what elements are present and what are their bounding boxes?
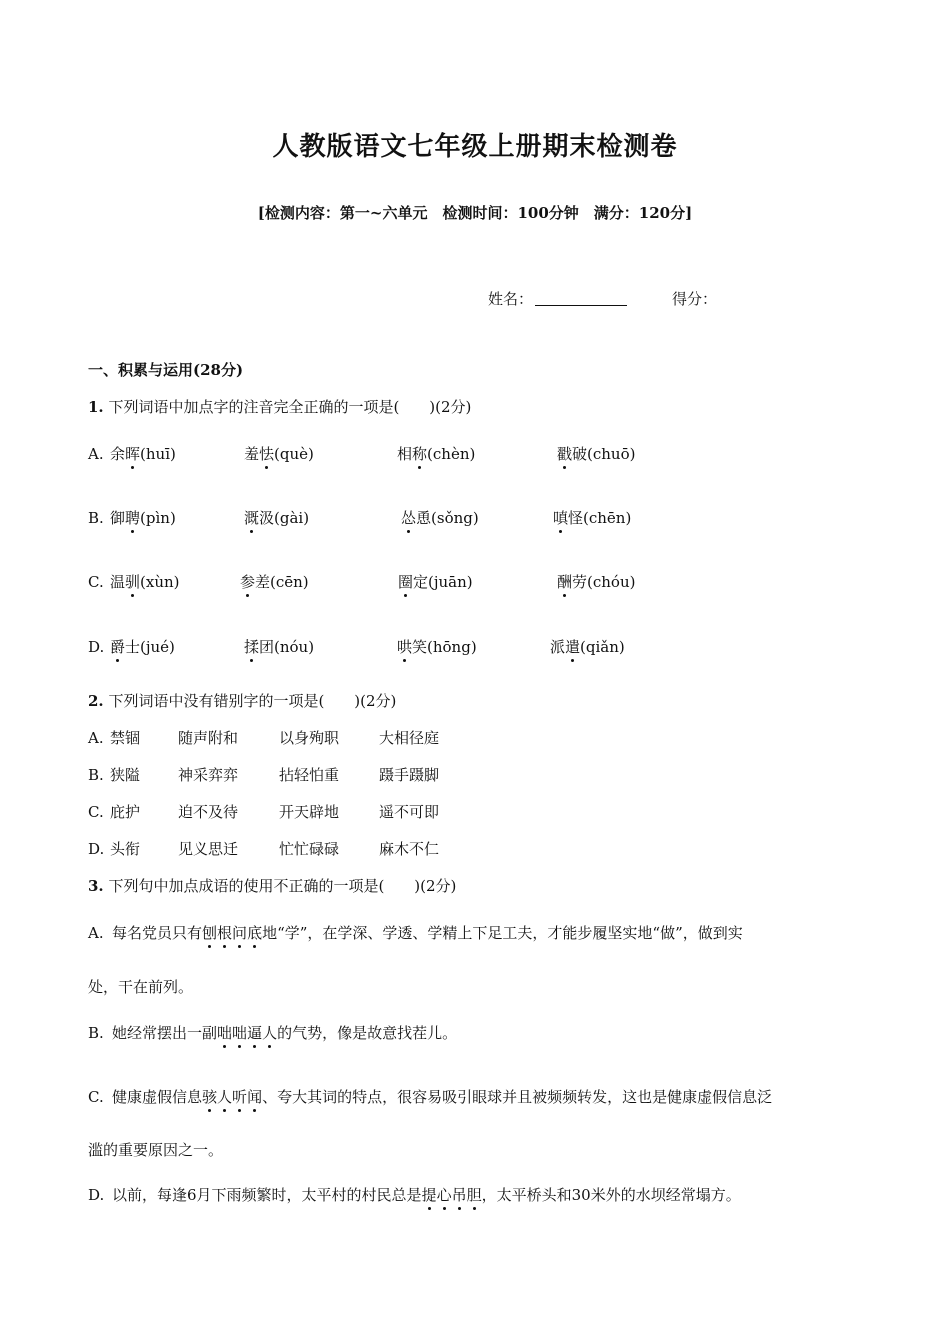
option-label: B.	[88, 509, 104, 527]
option-word: 迫不及待	[178, 803, 239, 821]
option-word	[240, 572, 309, 592]
word-text: 羞	[244, 445, 260, 463]
option-word: 头衔	[110, 840, 141, 858]
word-pinyin: (qiǎn)	[580, 638, 625, 656]
dotted-char: 骇	[202, 1088, 218, 1106]
word-pinyin: 劳(chóu)	[572, 573, 636, 591]
option-word	[553, 508, 631, 528]
word-pinyin: (xùn)	[140, 573, 180, 591]
sentence-text: 的气势，像是故意找茬儿。	[277, 1024, 458, 1042]
word-text: 相	[397, 445, 413, 463]
word-pinyin: (huī)	[140, 445, 176, 463]
sentence-text: 每名党员只有	[112, 924, 203, 942]
word-text: 派	[550, 638, 566, 656]
word-text: 温	[110, 573, 126, 591]
question-number: 3.	[88, 877, 104, 895]
word-pinyin: 破(chuō)	[572, 445, 636, 463]
option-word: 狭隘	[110, 766, 141, 784]
dotted-char: 怂	[401, 509, 417, 527]
sentence-text: 、夸大其词的特点，很容易吸引眼球并且被频频转发，这也是健康虚假信息泛	[262, 1088, 773, 1106]
sentence-text: 以前，每逢6月下雨频繁时，太平村的村民总是	[112, 1186, 422, 1204]
word-pinyin: 怪(chēn)	[568, 509, 632, 527]
option-sentence	[112, 1023, 457, 1043]
page-title: 人教版语文七年级上册期末检测卷	[272, 132, 678, 162]
question-number: 1.	[88, 398, 104, 416]
dotted-char: 根	[217, 924, 233, 942]
question-stem: 下列词语中加点字的注音完全正确的一项是( )(2分)	[108, 398, 472, 416]
name-label: 姓名：	[488, 290, 534, 308]
option-word	[244, 444, 314, 464]
dotted-char: 爵	[110, 638, 126, 656]
section-title: 一、积累与运用(28分)	[88, 361, 244, 379]
option-word	[244, 508, 309, 528]
option-label: D.	[88, 638, 105, 656]
question-3	[88, 876, 456, 896]
word-pinyin: 定(juān)	[413, 573, 473, 591]
score-label: 得分：	[672, 290, 718, 308]
question-1	[88, 397, 471, 417]
name-blank	[535, 291, 627, 306]
dotted-char: 心	[436, 1186, 452, 1204]
option-word	[397, 637, 477, 657]
dotted-char: 人	[262, 1024, 278, 1042]
word-pinyin: 汲(gài)	[259, 509, 310, 527]
option-word	[398, 572, 473, 592]
option-word: 庇护	[110, 803, 141, 821]
word-pinyin: 恿(sǒng)	[416, 509, 479, 527]
question-number: 2.	[88, 692, 104, 710]
option-word: 遥不可即	[379, 803, 440, 821]
word-pinyin: (chèn)	[427, 445, 476, 463]
option-word: 蹑手蹑脚	[379, 766, 440, 784]
dotted-char: 提	[421, 1186, 437, 1204]
option-word: 见义思迁	[178, 840, 239, 858]
option-word	[110, 508, 176, 528]
option-label: C.	[88, 1088, 104, 1106]
exam-info: [检测内容：第一~六单元 检测时间：100分钟 满分：120分]	[257, 204, 693, 222]
dotted-char: 驯	[125, 573, 141, 591]
dotted-char: 溉	[244, 509, 260, 527]
dotted-char: 嗔	[553, 509, 569, 527]
option-word: 随声附和	[178, 729, 239, 747]
question-2	[88, 691, 396, 711]
option-word	[401, 508, 479, 528]
option-word	[550, 637, 625, 657]
option-word	[110, 637, 175, 657]
sentence-continuation: 处，干在前列。	[88, 978, 194, 996]
dotted-char: 吊	[451, 1186, 467, 1204]
sentence-text: 她经常摆出一副	[112, 1024, 218, 1042]
option-word: 开天辟地	[279, 803, 340, 821]
option-word: 麻木不仁	[379, 840, 440, 858]
option-word: 神采弈弈	[178, 766, 239, 784]
option-word: 以身殉职	[279, 729, 340, 747]
dotted-char: 哄	[397, 638, 413, 656]
word-pinyin: 团(nóu)	[259, 638, 315, 656]
option-label: A.	[88, 924, 104, 942]
word-pinyin: (pìn)	[140, 509, 176, 527]
question-stem: 下列句中加点成语的使用不正确的一项是( )(2分)	[108, 877, 457, 895]
dotted-char: 咄	[217, 1024, 233, 1042]
option-word	[110, 444, 176, 464]
dotted-char: 怯	[259, 445, 275, 463]
option-label: B.	[88, 1024, 104, 1042]
dotted-char: 人	[217, 1088, 233, 1106]
dotted-char: 聘	[125, 509, 141, 527]
dotted-char: 听	[232, 1088, 248, 1106]
dotted-char: 底	[247, 924, 263, 942]
dotted-char: 逼	[247, 1024, 263, 1042]
dotted-char: 晖	[125, 445, 141, 463]
dotted-char: 揉	[244, 638, 260, 656]
dotted-char: 胆	[466, 1186, 482, 1204]
option-word	[110, 572, 180, 592]
option-word	[557, 444, 635, 464]
question-stem: 下列词语中没有错别字的一项是( )(2分)	[108, 692, 397, 710]
option-word	[397, 444, 475, 464]
sentence-text: 健康虚假信息	[112, 1088, 203, 1106]
word-text: 余	[110, 445, 126, 463]
word-pinyin: 士(jué)	[125, 638, 175, 656]
word-pinyin: (què)	[274, 445, 314, 463]
word-pinyin: 差(cēn)	[255, 573, 309, 591]
option-label: D.	[88, 1186, 105, 1204]
option-sentence	[112, 923, 743, 943]
option-word	[557, 572, 635, 592]
word-pinyin: 笑(hōng)	[412, 638, 477, 656]
dotted-char: 酬	[557, 573, 573, 591]
dotted-char: 闻	[247, 1088, 263, 1106]
option-word: 大相径庭	[379, 729, 440, 747]
dotted-char: 遣	[565, 638, 581, 656]
sentence-text: ，太平桥头和30米外的水坝经常塌方。	[481, 1186, 741, 1204]
dotted-char: 刨	[202, 924, 218, 942]
dotted-char: 称	[412, 445, 428, 463]
option-word: 拈轻怕重	[279, 766, 340, 784]
dotted-char: 参	[240, 573, 256, 591]
option-sentence	[112, 1087, 772, 1107]
name-field	[488, 289, 627, 309]
option-label: B.	[88, 766, 104, 784]
option-word: 忙忙碌碌	[279, 840, 340, 858]
option-label: C.	[88, 803, 104, 821]
option-label: A.	[88, 729, 104, 747]
sentence-text: 地“学”，在学深、学透、学精上下足工夫，才能步履坚实地“做”，做到实	[262, 924, 743, 942]
option-sentence	[112, 1185, 741, 1205]
option-word: 禁锢	[110, 729, 141, 747]
option-label: D.	[88, 840, 105, 858]
option-word	[244, 637, 314, 657]
dotted-char: 咄	[232, 1024, 248, 1042]
option-label: C.	[88, 573, 104, 591]
dotted-char: 圈	[398, 573, 414, 591]
dotted-char: 问	[232, 924, 248, 942]
dotted-char: 戳	[557, 445, 573, 463]
word-text: 御	[110, 509, 126, 527]
option-label: A.	[88, 445, 104, 463]
sentence-continuation: 滥的重要原因之一。	[88, 1141, 224, 1159]
